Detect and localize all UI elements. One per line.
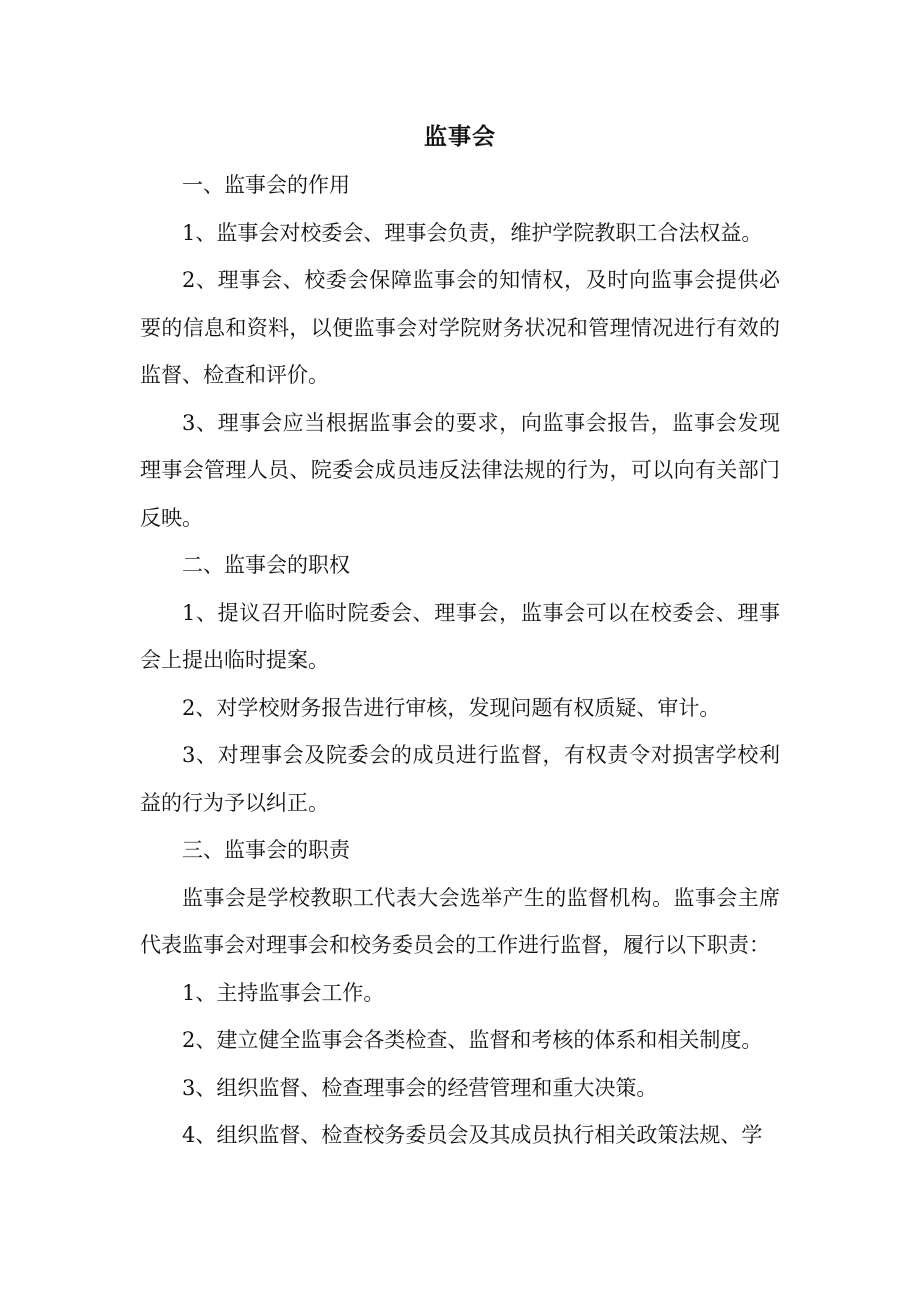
section-heading: 二、监事会的职权 [182,553,350,577]
paragraph: 3、对理事会及院委会的成员进行监督，有权责令对损害学校利益的行为予以纠正。 [140,743,780,815]
paragraph: 1、监事会对校委会、理事会负责，维护学院教职工合法权益。 [182,220,763,245]
paragraph: 2、建立健全监事会各类检查、监督和考核的体系和相关制度。 [182,1028,763,1052]
paragraph: 4、组织监督、检查校务委员会及其成员执行相关政策法规、学 [182,1123,763,1147]
section-heading: 三、监事会的职责 [182,838,350,862]
paragraph: 3、理事会应当根据监事会的要求，向监事会报告，监事会发现理事会管理人员、院委会成员违反法律法规的行为，可以向有关部门反映。 [140,410,780,530]
paragraph: 2、对学校财务报告进行审核，发现问题有权质疑、审计。 [182,695,721,720]
paragraph: 1、提议召开临时院委会、理事会，监事会可以在校委会、理事会上提出临时提案。 [140,600,780,672]
section-duties [140,827,780,1160]
section-role [140,162,780,542]
document-title: 监事会 [424,124,496,150]
section-heading: 一、监事会的作用 [182,173,350,197]
paragraph: 2、理事会、校委会保障监事会的知情权，及时向监事会提供必要的信息和资料，以便监事会对学院财务状况和管理情况进行有效的监督、检查和评价。 [140,268,780,387]
paragraph: 1、主持监事会工作。 [182,980,385,1005]
paragraph: 3、组织监督、检查理事会的经营管理和重大决策。 [182,1075,658,1100]
document-body [140,112,780,1160]
section-powers [140,542,780,827]
paragraph: 监事会是学校教职工代表大会选举产生的监督机构。监事会主席代表监事会对理事会和校务委员会的工作进行监督，履行以下职责： [140,885,780,957]
